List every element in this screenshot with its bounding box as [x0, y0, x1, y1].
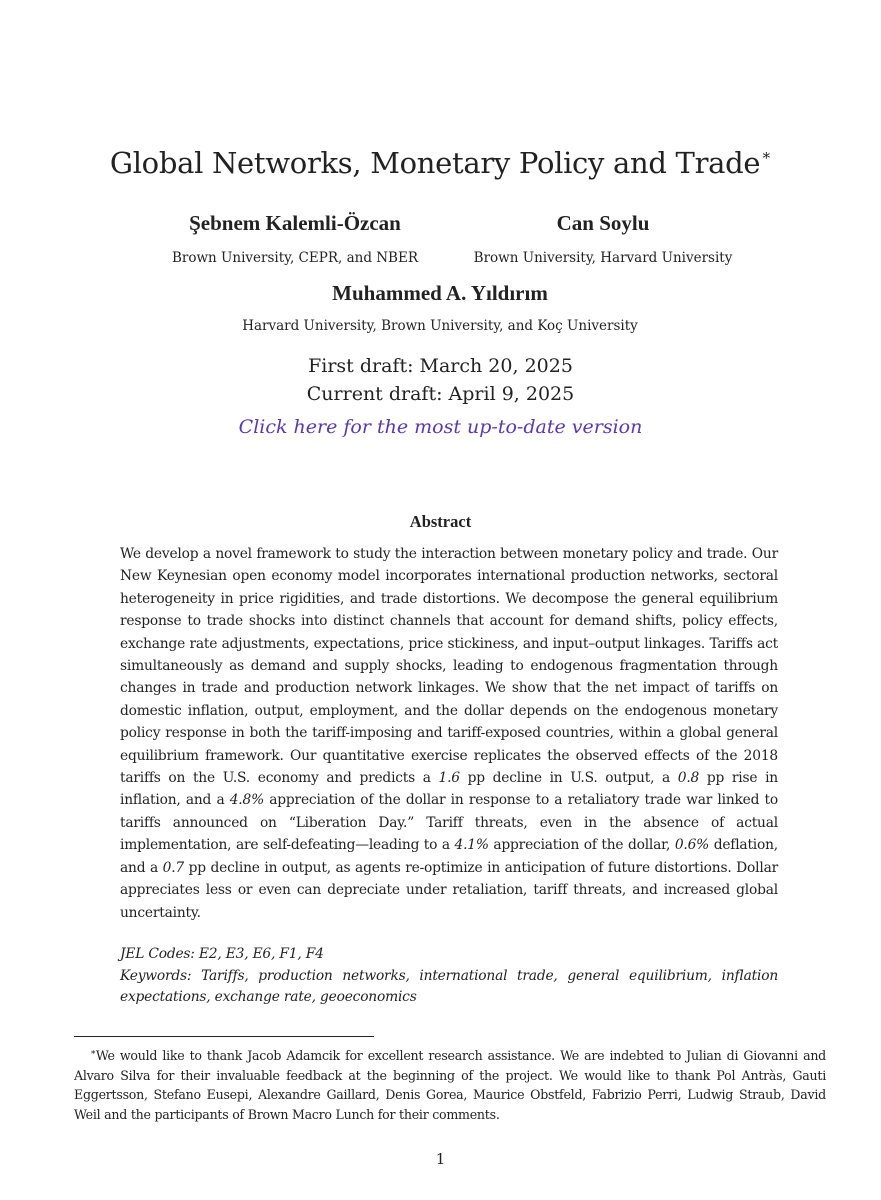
footnote: [74, 1044, 826, 1124]
author-block-3: [190, 280, 690, 335]
jel-codes: JEL Codes: E2, E3, E6, F1, F4: [120, 946, 324, 962]
author-block-2: [458, 210, 748, 267]
first-draft-date: First draft: March 20, 2025: [308, 355, 573, 377]
paper-title: [0, 146, 881, 180]
threat-output-decline-value: 0.7: [162, 859, 184, 876]
abstract-text: deflation, and a: [120, 837, 778, 876]
author-name: Şebnem Kalemli-Özcan: [189, 211, 401, 235]
page-number: 1: [435, 1150, 446, 1168]
inflation-rise-value: 0.8: [677, 770, 700, 787]
abstract-heading: Abstract: [409, 512, 472, 531]
current-draft-date: Current draft: April 9, 2025: [306, 383, 575, 405]
paper-title-text: Global Networks, Monetary Policy and Trade: [109, 146, 761, 180]
author-affiliation: Brown University, Harvard University: [473, 250, 733, 266]
footnote-text: We would like to thank Jacob Adamcik for excellent research assistance. We are indebted to Julian di Giovanni and Alvaro Silva for their invaluable feedback at the beginning of the project. We would like to thank Pol Antràs, Gauti Eggertsson, Stefano Eusepi, Alexandre Gaillard, Denis Gorea, Maurice Obstfeld, Fabrizio Perri, Ludwig Straub, David Weil and the participants of Brown Macro Lunch for their comments.: [74, 1048, 826, 1122]
author-block-1: [150, 210, 440, 267]
draft-dates: [0, 352, 881, 441]
threat-appreciation-value: 4.1%: [454, 837, 489, 854]
abstract-text: We develop a novel framework to study the interaction between monetary policy and trade. Our New Keynesian open economy model incorporates international production networks, sectoral heterogeneity in price rigidities, and trade distortions. We decompose the general equilibrium response to trade shocks into distinct channels that account for demand shifts, policy effects, exchange rate adjustments, expectations, price stickiness, and input–output linkages. Tariffs act simultaneously as demand and supply shocks, leading to endogenous fragmentation through changes in trade and production network linkages. We show that the net impact of tariffs on domestic inflation, output, employment, and the dollar depends on the endogenous monetary policy response in both the tariff-imposing and tariff-exposed countries, within a global general equilibrium framework. Our quantitative exercise replicates the observed effects of the 2018 tariffs on the U.S. economy and predicts a: [120, 546, 778, 787]
latest-version-link[interactable]: Click here for the most up-to-date version: [238, 416, 643, 438]
deflation-value: 0.6%: [674, 837, 710, 854]
abstract-body: [120, 543, 778, 924]
author-affiliation: Brown University, CEPR, and NBER: [171, 250, 419, 266]
footnote-mark: ∗: [90, 1048, 96, 1058]
author-name: Muhammed A. Yıldırım: [332, 281, 548, 305]
abstract-text: pp decline in U.S. output, a: [459, 770, 678, 787]
author-affiliation: Harvard University, Brown University, and Koç University: [242, 318, 638, 334]
author-name: Can Soylu: [556, 211, 650, 235]
title-footnote-mark[interactable]: ∗: [761, 146, 772, 164]
abstract-text: appreciation of the dollar,: [488, 837, 675, 854]
abstract-text: pp rise in inflation, and a: [120, 770, 778, 809]
output-decline-value: 1.6: [438, 770, 460, 787]
dollar-appreciation-value: 4.8%: [229, 792, 264, 809]
abstract-text: appreciation of the dollar in response to a retaliatory trade war linked to tariffs announced on “Liberation Day.” Tariff threats, even in the absence of actual implementation, are self-defeating—leading to a: [120, 792, 778, 854]
footnote-divider: [74, 1036, 374, 1037]
keywords: Keywords: Tariffs, production networks, international trade, general equilibrium, inflation expectations, exchange rate, geoeconomics: [120, 968, 778, 1005]
abstract-text: pp decline in output, as agents re-optimize in anticipation of future distortions. Dollar appreciates less or even can depreciate under retaliation, tariff threats, and increased global uncertainty.: [120, 859, 778, 921]
